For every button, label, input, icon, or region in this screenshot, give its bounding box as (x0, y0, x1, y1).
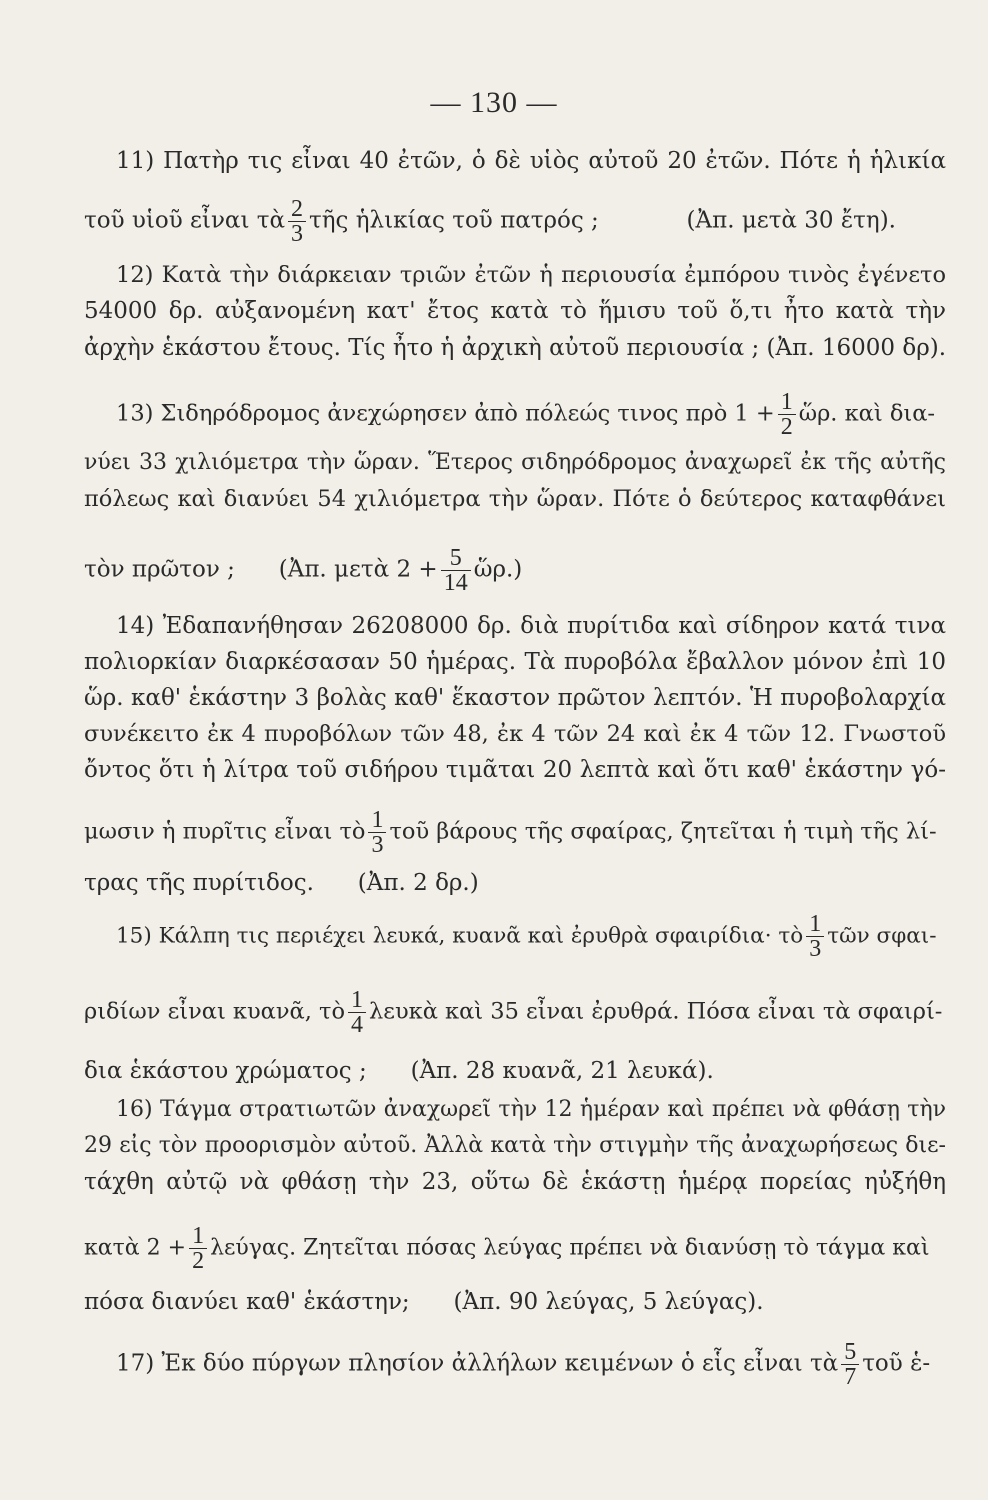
fraction: $\frac{1}{3}$ (806, 912, 824, 961)
fraction: $\frac{1}{2}$ (189, 1224, 207, 1273)
text-line-with-fraction: 17) Ἐκ δύο πύργων πλησίον ἀλλήλων κειμένων ὁ εἷς εἶναι τὰ $\frac{5}{7}$ τοῦ ἑ- (116, 1339, 931, 1390)
fraction: $\frac{1}{2}$ (778, 390, 796, 439)
fraction: $\frac{1}{3}$ (368, 808, 386, 857)
page-number: — 130 — (430, 86, 558, 119)
text-line-with-fraction: 13) Σιδηρόδρομος ἀνεχώρησεν ἀπὸ πόλεώς τινος πρὸ 1 + $\frac{1}{2}$ ὥρ. καὶ δια- (116, 389, 935, 440)
fraction: $\frac{5}{7}$ (841, 1340, 859, 1389)
text-line-with-fraction: κατὰ 2 + $\frac{1}{2}$ λεύγας. Ζητεῖται πόσας λεύγας πρέπει νὰ διανύσῃ τὸ τάγμα καὶ (84, 1223, 930, 1274)
text-line: 14) Ἐδαπανήθησαν 26208000 δρ. διὰ πυρίτιδα καὶ σίδηρον κατά τινα (116, 613, 946, 639)
text-line: 54000 δρ. αὐξανομένη κατ' ἔτος κατὰ τὸ ἥμισυ τοῦ ὅ,τι ἦτο κατὰ τὴν (84, 298, 946, 324)
text-line: 16) Τάγμα στρατιωτῶν ἀναχωρεῖ τὴν 12 ἡμέραν καὶ πρέπει νὰ φθάσῃ τὴν (116, 1097, 946, 1122)
text-line: 12) Κατὰ τὴν διάρκειαν τριῶν ἐτῶν ἡ περιουσία ἐμπόρου τινὸς ἐγένετο (116, 262, 946, 288)
text-line-with-fraction: 15) Κάλπη τις περιέχει λευκά, κυανᾶ καὶ ἐρυθρὰ σφαιρίδια· τὸ $\frac{1}{3}$ τῶν σφαι- (116, 911, 937, 962)
fraction: $\frac{5}{14}$ (441, 546, 471, 595)
text-line: δια ἑκάστου χρώματος ; (Ἀπ. 28 κυανᾶ, 21 λευκά). (84, 1058, 714, 1084)
text-line: τάχθη αὐτῷ νὰ φθάσῃ τὴν 23, οὕτω δὲ ἑκάστῃ ἡμέρᾳ πορείας ηὐξήθη (84, 1169, 946, 1195)
text-line: πόσα διανύει καθ' ἑκάστην; (Ἀπ. 90 λεύγας, 5 λεύγας). (84, 1289, 764, 1315)
text-line: συνέκειτο ἐκ 4 πυροβόλων τῶν 48, ἐκ 4 τῶν 24 καὶ ἐκ 4 τῶν 12. Γνωστοῦ (84, 721, 946, 747)
text-line: τρας τῆς πυρίτιδος. (Ἀπ. 2 δρ.) (84, 870, 479, 896)
text-line-with-fraction: τοῦ υἱοῦ εἶναι τὰ $\frac{2}{3}$ τῆς ἡλικίας τοῦ πατρός ; (Ἀπ. μετὰ 30 ἔτη). (84, 196, 896, 247)
text-line: πολιορκίαν διαρκέσασαν 50 ἡμέρας. Τὰ πυροβόλα ἔβαλλον μόνον ἐπὶ 10 (84, 649, 946, 675)
text-line: ἀρχὴν ἑκάστου ἔτους. Τίς ἦτο ἡ ἀρχικὴ αὐτοῦ περιουσία ; (Ἀπ. 16000 δρ). (84, 335, 946, 361)
fraction: $\frac{2}{3}$ (288, 197, 306, 246)
fraction: $\frac{1}{4}$ (348, 988, 366, 1037)
text-line: ὥρ. καθ' ἑκάστην 3 βολὰς καθ' ἕκαστον πρῶτον λεπτόν. Ἡ πυροβολαρχία (84, 685, 946, 711)
text-line-with-fraction: τὸν πρῶτον ; (Ἀπ. μετὰ 2 + $\frac{5}{14}$ ὥρ.) (84, 545, 523, 596)
text-line: νύει 33 χιλιόμετρα τὴν ὥραν. Ἕτερος σιδηρόδρομος ἀναχωρεῖ ἐκ τῆς αὐτῆς (84, 450, 946, 475)
text-line-with-fraction: ριδίων εἶναι κυανᾶ, τὸ $\frac{1}{4}$ λευκὰ καὶ 35 εἶναι ἐρυθρά. Πόσα εἶναι τὰ σφαιρί- (84, 987, 943, 1038)
text-line-with-fraction: μωσιν ἡ πυρῖτις εἶναι τὸ $\frac{1}{3}$ τοῦ βάρους τῆς σφαίρας, ζητεῖται ἡ τιμὴ τῆς λί- (84, 807, 937, 858)
text-line: ὄντος ὅτι ἡ λίτρα τοῦ σιδήρου τιμᾶται 20 λεπτὰ καὶ ὅτι καθ' ἑκάστην γό- (84, 757, 946, 783)
text-line: πόλεως καὶ διανύει 54 χιλιόμετρα τὴν ὥραν. Πότε ὁ δεύτερος καταφθάνει (84, 486, 946, 512)
text-line: 29 εἰς τὸν προορισμὸν αὐτοῦ. Ἀλλὰ κατὰ τὴν στιγμὴν τῆς ἀναχωρήσεως διε- (84, 1133, 946, 1158)
text-line: 11) Πατὴρ τις εἶναι 40 ἐτῶν, ὁ δὲ υἱὸς αὐτοῦ 20 ἐτῶν. Πότε ἡ ἡλικία (116, 148, 946, 174)
